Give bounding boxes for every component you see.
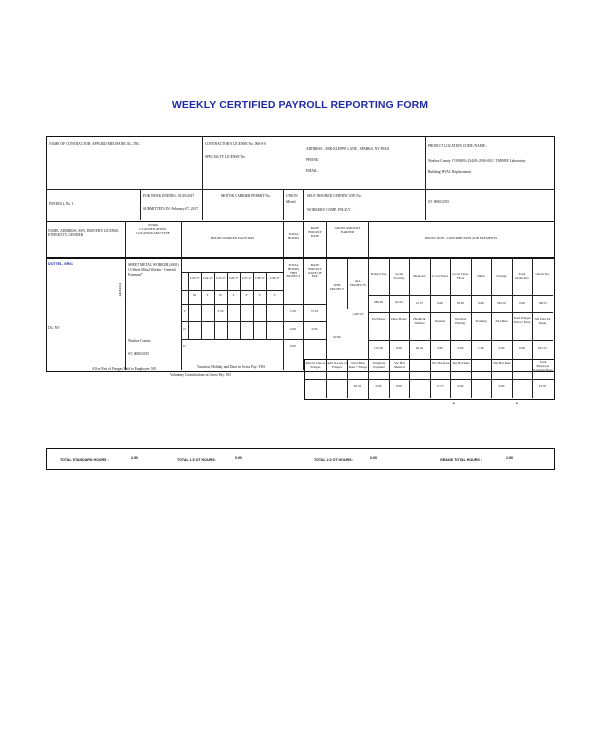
s-total: 2.50 (290, 309, 296, 313)
ded-label: Vacation Holiday (454, 317, 467, 325)
fringe-label: Amt in Lieu of Fringes (327, 361, 347, 369)
work-classification-2: 13 Sheet Metal Worker - General (128, 268, 176, 272)
fringe-label: Rate in Lieu of Fringes (305, 361, 326, 369)
base-rate-header (304, 227, 326, 238)
ded-col (409, 257, 410, 359)
name-col-header (48, 229, 124, 237)
ded-value: 0.00 (457, 346, 464, 350)
fringe-label: Trg Hol Rate (452, 361, 470, 365)
fringe-value: 0.00 (396, 384, 402, 388)
fringe-value: 23.35 (538, 384, 547, 388)
ded-col (430, 257, 431, 359)
ded-value: 0.00 (519, 301, 525, 305)
day-col (227, 272, 228, 339)
day-col (214, 272, 215, 339)
exempt-label: EXEMPT (118, 283, 122, 297)
ded-label: Health & Welfare (413, 317, 426, 325)
payroll-number: PAYROLL No. 1 (49, 202, 74, 206)
fringe-value: 62.52 (353, 384, 362, 388)
header-col-divider (140, 189, 141, 220)
total-hours-project-label: TOTAL HOURS THIS PROJECT (286, 263, 301, 279)
gross-this-project: 92.90 (333, 335, 341, 339)
specialty-license: SPECIALTY LICENSE No. (205, 155, 246, 159)
day-cell: S (273, 293, 276, 297)
ded-label: Social Security (393, 272, 405, 280)
ded-label: Training (475, 319, 487, 323)
mark-dot: • (516, 402, 518, 407)
ded-label: Pension (434, 319, 446, 323)
header-col-divider (202, 136, 203, 220)
ded-value: 564.35 (496, 301, 507, 305)
total-ot20-value: 0.00 (370, 456, 377, 460)
project-location-line2: Building HVAC Replacement (428, 170, 471, 174)
mark-dot: • (453, 402, 455, 407)
row-label-s: S (183, 309, 186, 313)
fringe-label: Vac Hol Rate (431, 361, 450, 365)
union-label: UNION (286, 194, 298, 198)
total-ot15-value: 0.00 (235, 456, 242, 460)
total-standard-label: TOTAL STANDARD HOURS : (60, 458, 109, 462)
work-st: ST. 0000/2015 (128, 352, 150, 356)
ded-value: 92.24 (395, 300, 403, 304)
grand-total-value: 2.50 (506, 456, 513, 460)
ded-row-line (368, 340, 553, 341)
fringe-value: 0.00 (375, 384, 382, 388)
header-row-divider (46, 189, 554, 190)
submitted-on: SUBMITTED ON: February 07, 2017 (143, 207, 198, 211)
row-label-d: D (183, 344, 186, 348)
deduction-header: DEDUCTION , CONTRIBUTION AND PAYMENTS (424, 236, 498, 240)
all-projects-value: 1,497.67 (352, 312, 364, 316)
total-hours-header (284, 233, 303, 241)
st-number: ST. 0000/2015 (428, 200, 450, 204)
dates-row-divider (181, 290, 283, 291)
contractor-address: ADDRESS : 2000 KLEPPE LANE , SPARKS, NV 89431 (306, 147, 390, 151)
base-rate-value: 37.16 (310, 309, 319, 313)
date-cell: 1/25/17 (215, 276, 226, 280)
ded-value: 0.00 (478, 301, 484, 305)
union-value: Mixed (286, 200, 296, 204)
day-col (201, 272, 202, 339)
self-insured-cert: SELF-INSURED CERTIFICATE No. (307, 194, 362, 198)
voluntary-note: Voluntary Contributions in Gross Pay: NO (170, 373, 232, 377)
ded-value: 152.30 (373, 346, 384, 350)
ded-value: 0.00 (498, 346, 505, 350)
work-county: Washoe County (128, 339, 151, 343)
row-label-o: O (183, 327, 186, 331)
day-cell: S (258, 293, 261, 297)
work-col-line1: WORK (147, 223, 159, 227)
ded-label: All Other (495, 319, 508, 323)
contractor-license: CONTRACTOR'S LICENSE No. 000-0-0 (205, 142, 267, 146)
ded-value: 1.50 (478, 346, 484, 350)
fringe-label: Voluntary Payment (372, 361, 386, 369)
project-location-line1: Washoe County 17/0000%-2344%-2016-002 / TMWRF Laboratory (428, 159, 526, 163)
day-col (240, 272, 241, 339)
total-ot15-label: TOTAL 1.5 OT HOURS: (177, 458, 216, 462)
gross-amount-line1: GROSS AMOUNT (334, 226, 361, 230)
ded-value: 0.00 (437, 301, 443, 305)
date-cell: 1/26/17 (228, 276, 239, 280)
fringe-value: 0.00 (457, 384, 464, 388)
contractor-email: EMAIL: (306, 169, 319, 173)
project-location-label: PROJECT LOCATION CODE /NAME : (428, 144, 488, 148)
day-cell: F (245, 293, 248, 297)
date-cell: 1/28/17 (254, 276, 265, 280)
header-col-divider (303, 189, 304, 220)
all-projects-label: ALL PROJECTS (350, 279, 366, 287)
hours-worked-header: HOURS WORKED EACH DAY (210, 236, 255, 240)
ded-value: 21.57 (415, 301, 424, 305)
workers-comp-policy: WORKERS' COMP. POLICY : (307, 208, 353, 212)
ded-value: 0.00 (519, 346, 525, 350)
day-cell: T (206, 293, 209, 297)
header-col-divider (283, 189, 284, 220)
header-box (46, 136, 555, 222)
d-total: 0.00 (290, 344, 296, 348)
total-hours-line2: HOURS (287, 235, 300, 240)
base-hourly-label: BASE HOURLY RATE OF PAY (308, 263, 322, 279)
ded-row-line (368, 295, 553, 296)
employee-name: DOTTEL, ERIC (48, 262, 73, 266)
ded-value: 286.49 (373, 300, 384, 304)
fringe-col (409, 359, 410, 398)
work-col-header (127, 224, 179, 235)
fringe-label: Net Hol Rate (493, 361, 511, 365)
day-col (253, 272, 254, 339)
base-rate-line1: BASE (310, 226, 320, 230)
ded-label: Total Fringes Paid to Fund (513, 316, 531, 324)
ded-value: 59.65 (456, 301, 465, 305)
ded-value: 19015 (538, 301, 547, 305)
ded-label: Net Paid for Week (534, 317, 551, 325)
fringe-col (512, 359, 513, 398)
fringe-label: Total Employer Payment/Dues (533, 360, 553, 372)
day-cell: W (218, 293, 223, 297)
ded-value: 3.85 (437, 346, 443, 350)
fringe-label: Vac Hol Medical (394, 361, 405, 369)
form-title: WEEKLY CERTIFIED PAYROLL REPORTING FORM (171, 99, 429, 111)
dates-row-top (181, 272, 283, 273)
total-standard-value: 2.50 (131, 456, 138, 460)
gross-amount-line2: EARNED (340, 229, 355, 234)
ded-label: Other (477, 274, 485, 278)
ded-label: Savings (496, 274, 507, 278)
ded-label: Medicare (413, 274, 426, 278)
rowlabel-col (188, 272, 189, 339)
motor-carrier-permit: MOTOR CARRIER PERMIT No. (221, 194, 271, 198)
date-cell: 1/27/17 (241, 276, 252, 280)
ded-label: Check No. (535, 272, 550, 276)
ded-label: Local Taxes FICA (452, 272, 469, 280)
date-cell: 1/24/17 (202, 276, 213, 280)
ded-col (491, 257, 492, 359)
contractor-name: NAME OF CONTRACTOR: APPLIED MECHANICAL, INC. (49, 142, 141, 146)
ded-value: 921.31 (537, 346, 548, 350)
o-total: 0.00 (290, 327, 296, 331)
base-rate-line3: RATE (310, 233, 320, 238)
fringe-value: 0.00 (498, 384, 505, 388)
name-col-header-text: NAME, ADDRESS, SSN, DRIVER'S LICENSE, ETHNICITY, GENDER (48, 229, 120, 238)
employee-dl: DL: NV (48, 326, 60, 330)
base-rate-value-2: 0.00 (311, 327, 318, 331)
ded-value: 0.00 (396, 346, 402, 350)
work-classification: SHEET METAL WORKER (SM1) (128, 263, 179, 267)
day-cell: T (232, 293, 235, 297)
ded-label: Dues Hours (391, 317, 407, 321)
ded-label: Total Deduction (515, 272, 529, 280)
work-col-line2: CLASSIFICATION, (139, 226, 167, 231)
fringe-label: Total Base Rate + Fringe (348, 361, 368, 369)
fringe-value: 17.77 (436, 384, 444, 388)
date-cell: 1/23/17 (189, 276, 200, 280)
total-hours-line1: TOTAL (288, 232, 299, 236)
work-classification-3: Foreman* (128, 273, 143, 277)
fringe-col (471, 359, 472, 398)
fringe-divider (304, 379, 554, 380)
total-ot20-label: TOTAL 2.0 OT HOURS: (314, 458, 353, 462)
contractor-phone: PHONE: (306, 158, 319, 162)
grand-total-label: GRAND TOTAL HOURS : (440, 458, 482, 462)
ded-row-line (368, 312, 553, 313)
gross-amount-header (327, 227, 368, 235)
day-col (266, 272, 267, 339)
week-ending: FOR WEEK ENDING: 01/29/2017 (143, 194, 195, 198)
d-row-divider (181, 339, 326, 340)
day-cell: M (193, 293, 196, 297)
s-hours-wed: 2.50 (217, 309, 224, 313)
header-col-divider (425, 136, 426, 220)
ded-label: Vac/Hours (371, 317, 386, 321)
fringes-paid-note: All or Part of Fringes Paid to Employee: NO (92, 367, 157, 371)
this-project-label: THIS PROJECT (330, 283, 344, 291)
vacation-note: Vacation, Holiday and Dues in Gross Pay: YES (197, 365, 266, 369)
ded-col (471, 257, 472, 359)
ded-label: Local Taxes (432, 274, 448, 278)
date-cell: 1/29/17 (269, 276, 280, 280)
base-rate-line2: HOURLY (308, 229, 322, 234)
ded-label: Federal Tax (370, 272, 387, 276)
work-col-line3: LOCATION AND TYPE (136, 230, 170, 235)
ded-value: 26.43 (415, 346, 424, 350)
